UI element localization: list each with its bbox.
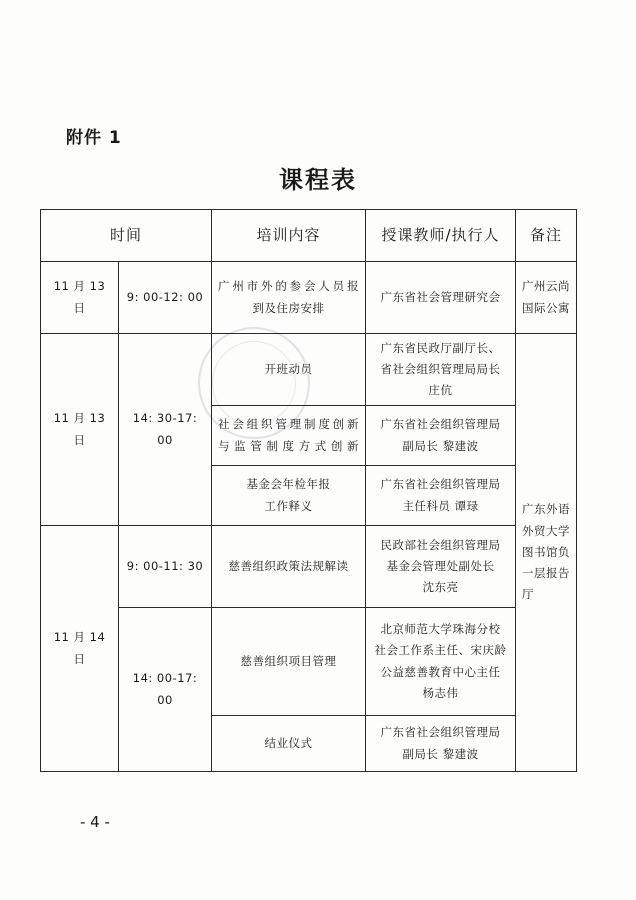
time-cell: 9: 00-12: 00 (119, 262, 212, 334)
header-content: 培训内容 (212, 210, 366, 262)
time-cell: 9: 00-11: 30 (119, 526, 212, 608)
teacher-line: 基金会管理处副处长 (386, 558, 495, 573)
content-line: 开班动员 (264, 361, 313, 376)
teacher-line: 省社会组织管理局局长 (380, 361, 501, 376)
teacher-line: 沈东亮 (422, 580, 459, 595)
teacher-line: 主任科员 谭琭 (402, 498, 479, 513)
teacher-cell (366, 608, 516, 716)
teacher-cell (366, 262, 516, 334)
table-row (41, 334, 577, 406)
content-cell (212, 262, 366, 334)
date-cell: 11 月 13 日 (41, 262, 119, 334)
content-cell (212, 466, 366, 526)
content-cell (212, 716, 366, 772)
remark-line: 一层报告 (522, 566, 571, 581)
teacher-line: 广东省社会组织管理局 (380, 725, 501, 740)
remark-line: 图书馆负 (522, 544, 571, 559)
teacher-line: 杨志伟 (422, 685, 459, 700)
teacher-line: 庄伉 (428, 383, 453, 398)
teacher-cell (366, 406, 516, 466)
content-line: 结业仪式 (264, 735, 313, 750)
teacher-line: 副局长 黎建波 (402, 746, 479, 761)
teacher-cell (366, 334, 516, 406)
content-line: 慈善组织项目管理 (240, 653, 337, 668)
date-cell: 11 月 13 日 (41, 334, 119, 526)
content-line: 与监管制度方式创新 (218, 438, 360, 453)
teacher-line: 广东省社会管理研究会 (380, 289, 501, 304)
time-cell: 14: 00-17: 00 (119, 608, 212, 772)
page-title: 课程表 (279, 166, 357, 194)
header-time: 时间 (41, 210, 212, 262)
teacher-line: 副局长 黎建波 (402, 438, 479, 453)
header-remark: 备注 (516, 210, 577, 262)
content-line: 基金会年检年报 (246, 477, 331, 492)
date-cell: 11 月 14 日 (41, 526, 119, 772)
remark-line: 广东外语 (522, 502, 571, 517)
content-cell (212, 406, 366, 466)
remark-cell (516, 262, 577, 334)
attachment-label: 附件 1 (66, 128, 122, 148)
time-cell: 14: 30-17: 00 (119, 334, 212, 526)
table-header-row (41, 210, 577, 262)
content-line: 到及住房安排 (252, 300, 325, 315)
content-cell (212, 526, 366, 608)
table-row (41, 526, 577, 608)
teacher-line: 北京师范大学珠海分校 (380, 621, 501, 636)
content-cell (212, 608, 366, 716)
teacher-line: 广东省民政厅副厅长、 (380, 340, 501, 355)
teacher-cell (366, 526, 516, 608)
remark-line: 厅 (522, 587, 535, 602)
teacher-cell (366, 466, 516, 526)
remark-line: 广州云尚 (522, 279, 571, 294)
content-line: 工作释义 (264, 498, 313, 513)
teacher-line: 社会工作系主任、宋庆龄 (374, 643, 507, 658)
content-line: 慈善组织政策法规解读 (228, 558, 349, 573)
remark-line: 国际公寓 (522, 300, 571, 315)
teacher-line: 广东省社会组织管理局 (380, 417, 501, 432)
course-schedule-table (40, 209, 577, 772)
table-row (41, 608, 577, 716)
teacher-line: 民政部社会组织管理局 (380, 537, 501, 552)
teacher-line: 广东省社会组织管理局 (380, 477, 501, 492)
content-line: 社会组织管理制度创新 (218, 417, 360, 432)
content-line: 广州市外的参会人员报 (218, 279, 360, 294)
teacher-line: 公益慈善教育中心主任 (380, 664, 501, 679)
remark-line: 外贸大学 (522, 523, 571, 538)
header-teacher: 授课教师/执行人 (366, 210, 516, 262)
page-number: - 4 - (80, 813, 110, 831)
teacher-cell (366, 716, 516, 772)
table-row (41, 262, 577, 334)
content-cell (212, 334, 366, 406)
merged-remark-cell (516, 334, 577, 772)
